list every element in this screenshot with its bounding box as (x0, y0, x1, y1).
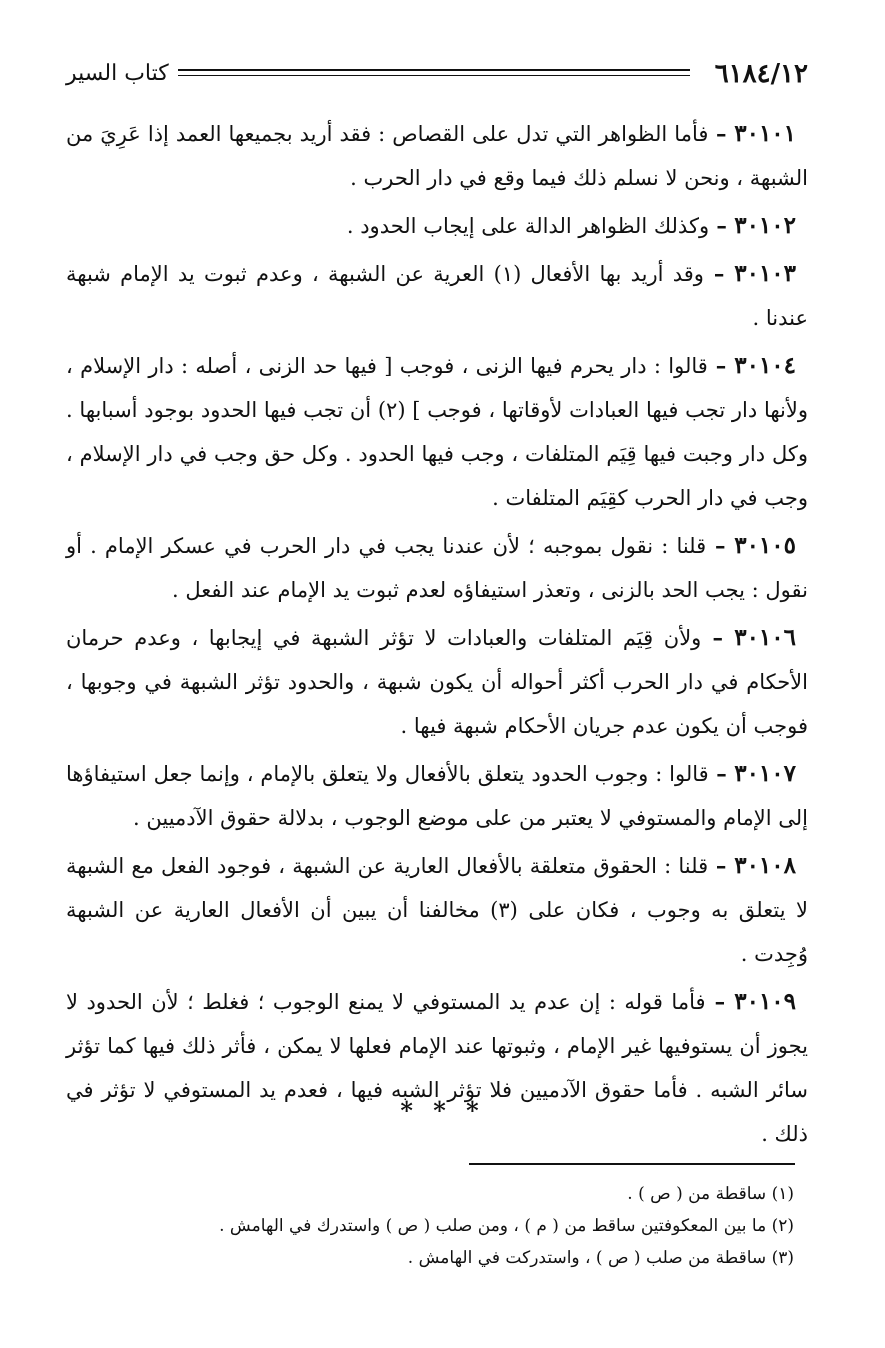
running-header (66, 56, 808, 92)
footnote: (٢) ما بين المعكوفتين ساقط من ( م ) ، ومن صلب ( ص ) واستدرك في الهامش . (219, 1216, 794, 1236)
footnotes (66, 1178, 794, 1274)
book-title: كتاب السير (66, 61, 169, 86)
section-separator: * * * (400, 1096, 485, 1125)
paragraph: ٣٠١٠٢ – وكذلك الظواهر الدالة على إيجاب الحدود . (346, 212, 796, 239)
paragraph-text: وقد أريد بها الأفعال (١) العرية عن الشبهة ، وعدم ثبوت يد الإمام شبهة عندنا . (66, 262, 808, 330)
paragraph-number: ٣٠١٠٧ (734, 760, 796, 787)
paragraph-text: قلنا : نقول بموجبه ؛ لأن عندنا يجب في دار الحرب في عسكر الإمام . أو نقول : يجب الحد بالزنى ، وتعذر استيفاؤه لعدم ثبوت يد الإمام عند الفعل . (66, 534, 808, 602)
footnote-rule (469, 1163, 795, 1165)
paragraph-text: فأما الظواهر التي تدل على القصاص : فقد أريد بجميعها العمد إذا عَرِيَ من الشبهة ، ونحن لا نسلم ذلك فيما وقع في دار الحرب . (66, 122, 808, 190)
footnote: (٣) ساقطة من صلب ( ص ) ، واستدركت في الهامش . (407, 1248, 794, 1268)
paragraph-number: ٣٠١٠٩ (734, 988, 797, 1015)
paragraph: ٣٠١٠١ – فأما الظواهر التي تدل على القصاص : فقد أريد بجميعها العمد إذا عَرِيَ من الشبهة ، ونحن لا نسلم ذلك فيما وقع في دار الحرب . (66, 120, 808, 190)
paragraph: ٣٠١٠٣ – وقد أريد بها الأفعال (١) العرية عن الشبهة ، وعدم ثبوت يد الإمام شبهة عندنا . (66, 260, 808, 330)
paragraph: ٣٠١٠٧ – قالوا : وجوب الحدود يتعلق بالأفعال ولا يتعلق بالإمام ، وإنما جعل استيفاؤها إلى الإمام والمستوفي لا يعتبر من على موضع الوجوب ، بدلالة حقوق الآدميين . (66, 760, 808, 830)
page-number: ٦١٨٤/١٢ (714, 59, 808, 89)
paragraph: ٣٠١٠٦ – ولأن قِيَم المتلفات والعبادات لا تؤثر الشبهة في إيجابها ، وعدم حرمان الأحكام في دار الحرب أكثر أحواله أن يكون شبهة ، والحدود تؤثر الشبهة في وجوبها ، فوجب أن يكون عدم جريان الأحكام شبهة فيها . (66, 624, 808, 738)
paragraph: ٣٠١٠٥ – قلنا : نقول بموجبه ؛ لأن عندنا يجب في دار الحرب في عسكر الإمام . أو نقول : يجب الحد بالزنى ، وتعذر استيفاؤه لعدم ثبوت يد الإمام عند الفعل . (66, 532, 808, 602)
paragraph-number: ٣٠١٠٨ (734, 852, 796, 879)
main-text (66, 112, 808, 1160)
header-rule (178, 69, 690, 76)
paragraph-text: قلنا : الحقوق متعلقة بالأفعال العارية عن الشبهة ، فوجود الفعل مع الشبهة لا يتعلق به وجوب ، فكان على (٣) مخالفنا أن يبين أن الأفعال العارية عن الشبهة وُجِدت . (66, 854, 808, 966)
paragraph-number: ٣٠١٠٦ (734, 624, 796, 651)
footnote: (١) ساقطة من ( ص ) . (627, 1184, 794, 1204)
paragraph: ٣٠١٠٤ – قالوا : دار يحرم فيها الزنى ، فوجب [ فيها حد الزنى ، أصله : دار الإسلام ، ولأنها دار تجب فيها العبادات لأوقاتها ، فوجب ] (٢) أن تجب فيها الحدود بوجود أسبابها . وكل دار وجبت فيها قِيَم المتلفات ، وجب فيها الحدود . وكل حق وجب في دار الإسلام ، وجب في دار الحرب كقِيَم المتلفات . (66, 352, 809, 510)
paragraph-number: ٣٠١٠٣ (734, 260, 797, 287)
paragraph-number: ٣٠١٠٢ (734, 212, 796, 239)
paragraph-text: وكذلك الظواهر الدالة على إيجاب الحدود . (346, 214, 710, 238)
paragraph-number: ٣٠١٠٤ (734, 352, 797, 379)
paragraph-number: ٣٠١٠٥ (734, 532, 796, 559)
paragraph-number: ٣٠١٠١ (734, 120, 797, 147)
paragraph-text: فأما قوله : إن عدم يد المستوفي لا يمنع الوجوب ؛ فغلط ؛ لأن الحدود لا يجوز أن يستوفيها غير الإمام ، وثبوتها عند الإمام فعلها لا يمكن ، فأثر ذلك فيها كما تؤثر سائر الشبه . فأما حقوق الآدميين فلا تؤثر الشبه فيها ، فعدم يد المستوفي لا تؤثر في ذلك . (66, 990, 808, 1146)
paragraph-text: قالوا : دار يحرم فيها الزنى ، فوجب [ فيها حد الزنى ، أصله : دار الإسلام ، ولأنها دار تجب فيها العبادات لأوقاتها ، فوجب ] (٢) أن تجب فيها الحدود بوجود أسبابها . وكل دار وجبت فيها قِيَم المتلفات ، وجب فيها الحدود . وكل حق وجب في دار الإسلام ، وجب في دار الحرب كقِيَم المتلفات . (66, 354, 809, 510)
paragraph: ٣٠١٠٩ – فأما قوله : إن عدم يد المستوفي لا يمنع الوجوب ؛ فغلط ؛ لأن الحدود لا يجوز أن يستوفيها غير الإمام ، وثبوتها عند الإمام فعلها لا يمكن ، فأثر ذلك فيها كما تؤثر سائر الشبه . فأما حقوق الآدميين فلا تؤثر الشبه فيها ، فعدم يد المستوفي لا تؤثر في ذلك . (66, 988, 808, 1146)
paragraph-text: قالوا : وجوب الحدود يتعلق بالأفعال ولا يتعلق بالإمام ، وإنما جعل استيفاؤها إلى الإمام والمستوفي لا يعتبر من على موضع الوجوب ، بدلالة حقوق الآدميين . (66, 762, 808, 830)
paragraph: ٣٠١٠٨ – قلنا : الحقوق متعلقة بالأفعال العارية عن الشبهة ، فوجود الفعل مع الشبهة لا يتعلق به وجوب ، فكان على (٣) مخالفنا أن يبين أن الأفعال العارية عن الشبهة وُجِدت . (66, 852, 808, 966)
paragraph-text: ولأن قِيَم المتلفات والعبادات لا تؤثر الشبهة في إيجابها ، وعدم حرمان الأحكام في دار الحرب أكثر أحواله أن يكون شبهة ، والحدود تؤثر الشبهة في وجوبها ، فوجب أن يكون عدم جريان الأحكام شبهة فيها . (66, 626, 808, 738)
